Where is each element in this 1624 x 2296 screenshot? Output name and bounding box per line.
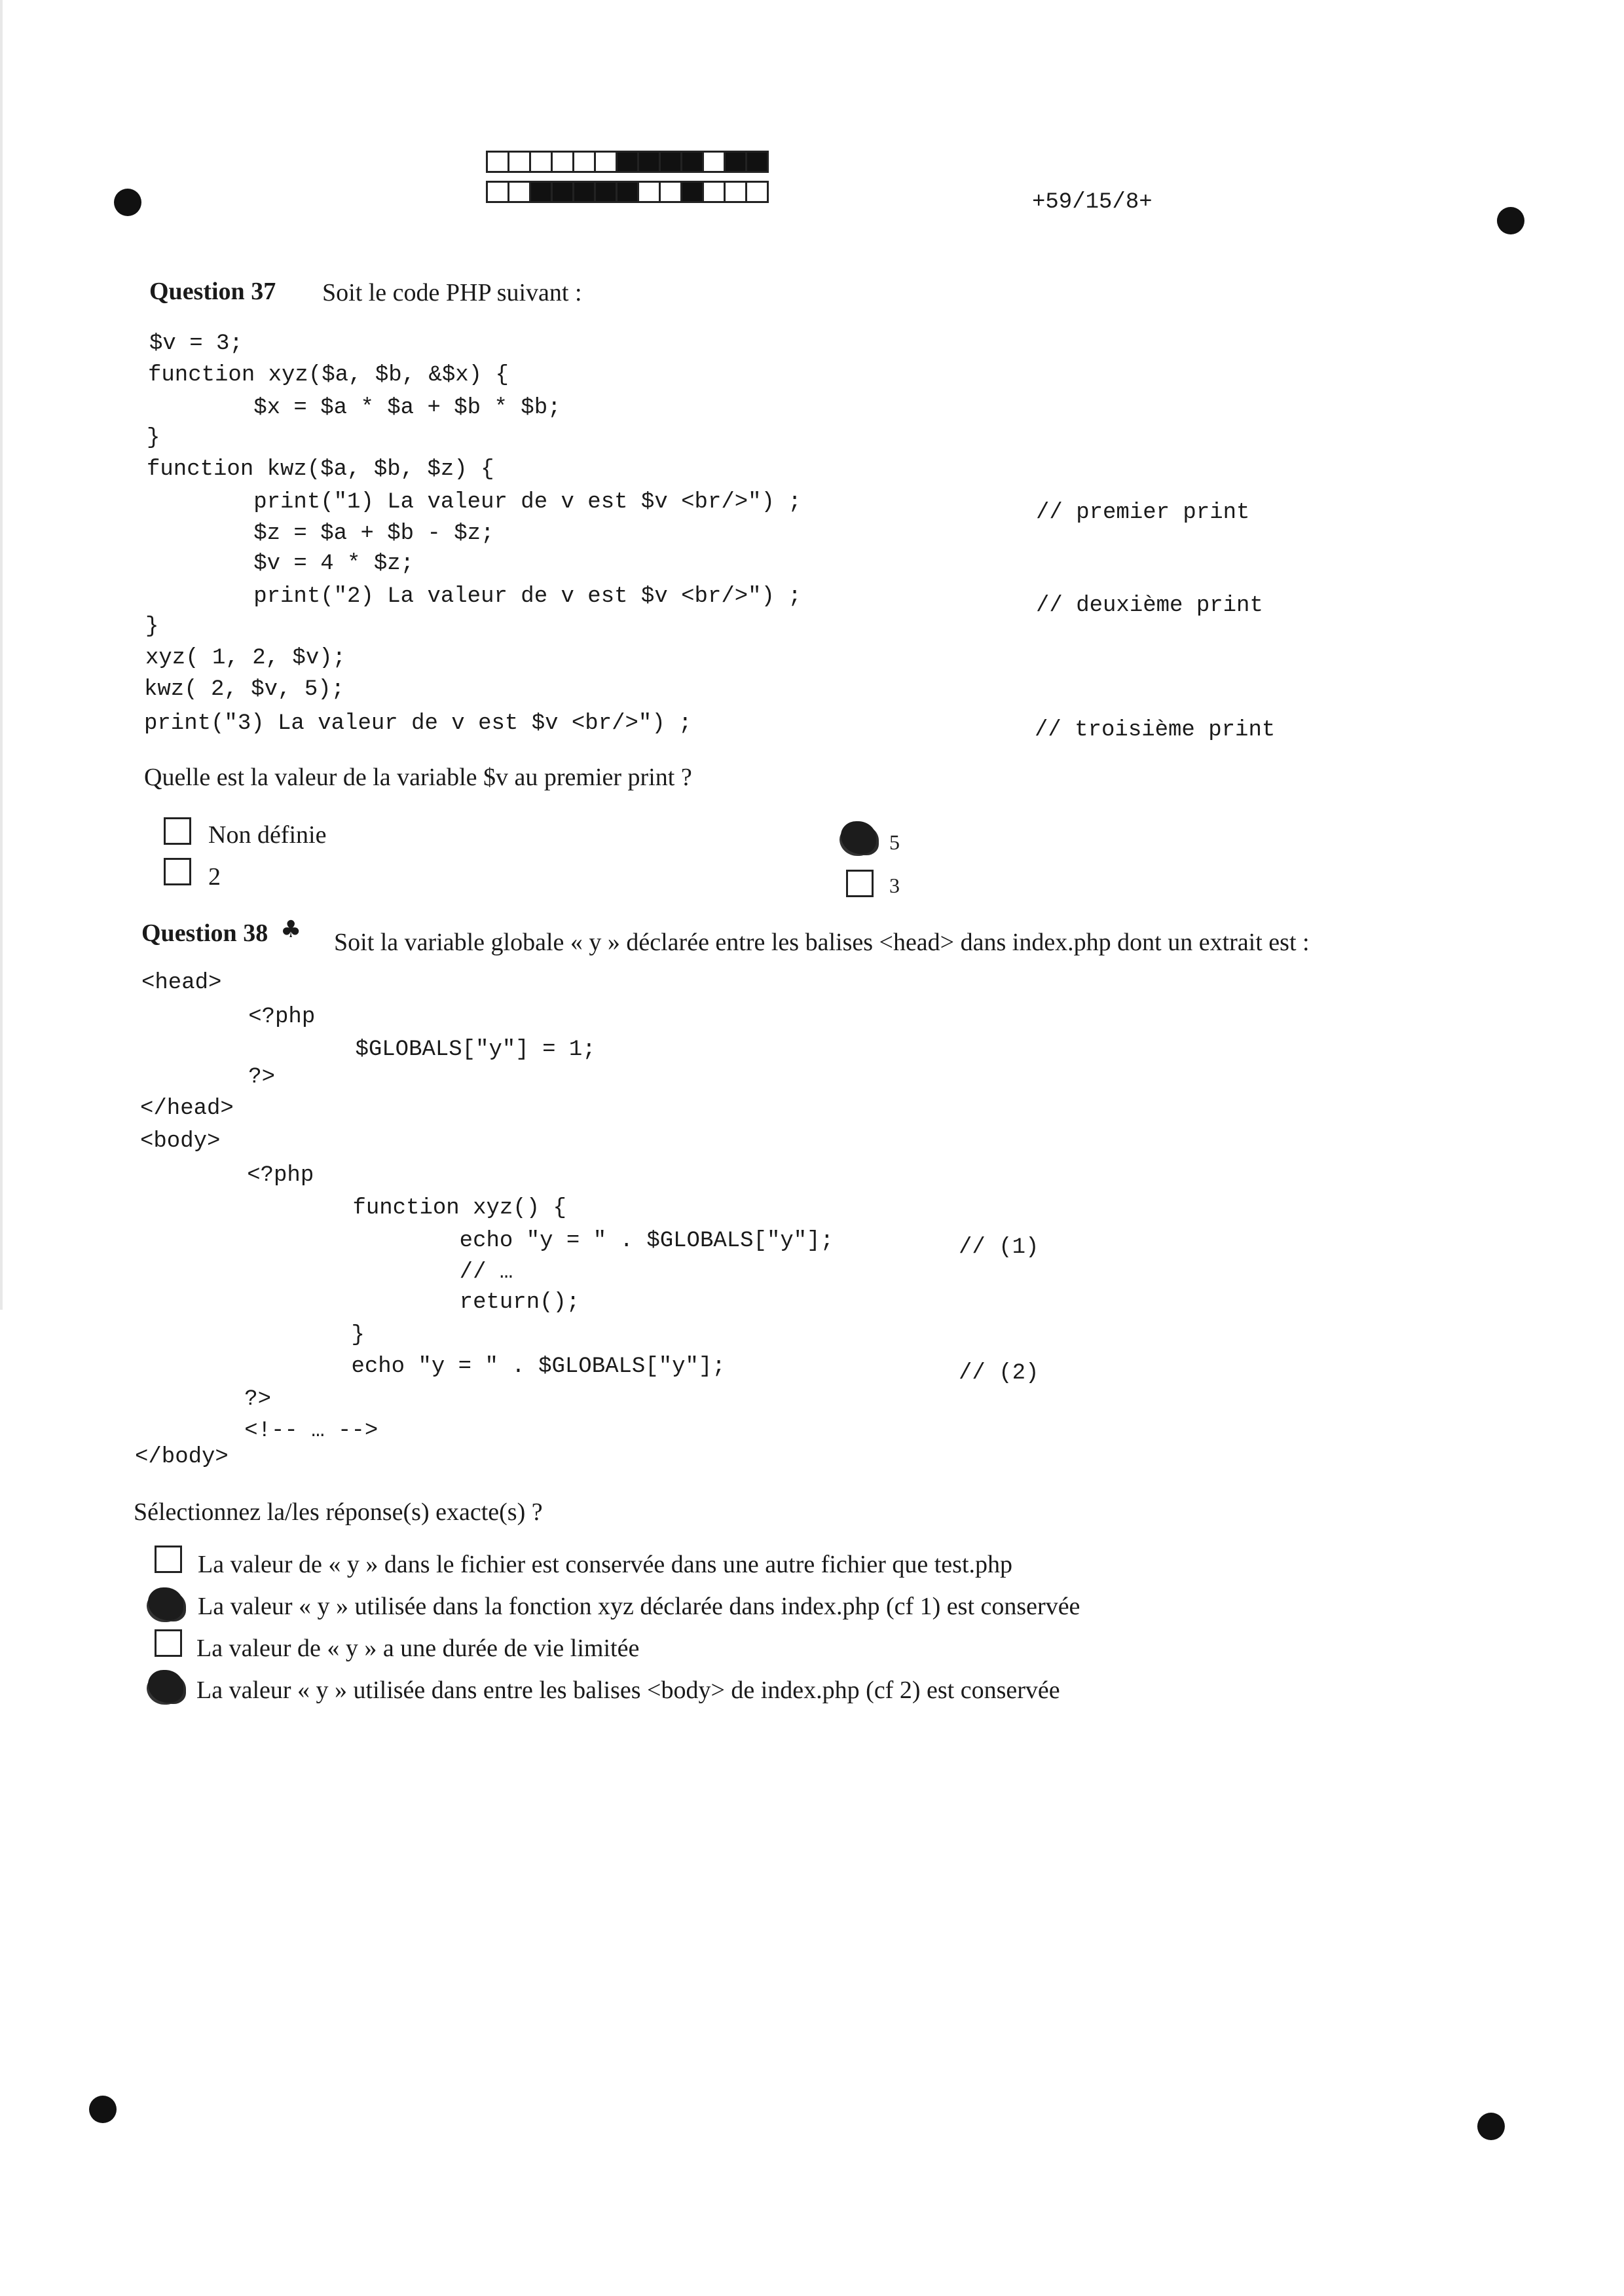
q38-code-line: <body> — [140, 1129, 221, 1154]
barcode-cell — [616, 151, 639, 173]
barcode-cell — [507, 151, 531, 173]
barcode-cell — [745, 151, 769, 173]
barcode-cell — [594, 181, 618, 203]
question-37-label: Question 37 — [149, 278, 276, 305]
barcode-cell — [659, 181, 682, 203]
barcode-cell — [616, 181, 639, 203]
registration-mark-bottom-left — [89, 2096, 117, 2123]
q38-code-line: <?php — [140, 1163, 314, 1188]
q38-comment-2: // (2) — [959, 1361, 1039, 1386]
barcode-cell — [572, 151, 596, 173]
page-code: +59/15/8+ — [1032, 190, 1153, 215]
q38-code-line: ?> — [138, 1387, 272, 1412]
q38-code-line: echo "y = " . $GLOBALS["y"]; — [139, 1229, 834, 1253]
q38-code-line: <head> — [141, 971, 222, 995]
q38-code-line: function xyz() { — [139, 1196, 566, 1221]
q38-option-checkbox-filled[interactable] — [148, 1587, 183, 1620]
q37-comment-premier: // premier print — [1036, 500, 1250, 525]
barcode-row-1 — [486, 151, 767, 173]
q37-option-checkbox[interactable] — [164, 817, 191, 845]
barcode-cell — [680, 181, 704, 203]
question-38-intro: Soit la variable globale « y » déclarée entre les balises <head> dans index.php dont un extrait est : — [334, 929, 1310, 956]
q37-code-line: function kwz($a, $b, $z) { — [147, 457, 494, 482]
q37-option-label: Non définie — [208, 821, 327, 849]
barcode-cell — [659, 151, 682, 173]
q37-comment-troisieme: // troisième print — [1035, 718, 1276, 743]
barcode-cell — [529, 181, 553, 203]
q38-comment-1: // (1) — [959, 1235, 1039, 1260]
q37-option-checkbox[interactable] — [846, 870, 874, 897]
q38-option-label: La valeur de « y » a une durée de vie limitée — [196, 1635, 640, 1662]
q38-code-line: </body> — [135, 1445, 229, 1470]
q37-code-line: xyz( 1, 2, $v); — [145, 646, 346, 671]
barcode-cell — [529, 151, 553, 173]
q37-code-line: print("2) La valeur de v est $v <br/>") ; — [147, 584, 802, 609]
barcode-cell — [745, 181, 769, 203]
barcode-cell — [551, 181, 574, 203]
question-37-prompt: Quelle est la valeur de la variable $v au premier print ? — [144, 764, 692, 791]
q38-option-checkbox-filled[interactable] — [148, 1670, 183, 1703]
q38-code-line: </head> — [140, 1096, 234, 1121]
q37-option-checkbox[interactable] — [164, 858, 191, 885]
registration-mark-bottom-right — [1477, 2113, 1505, 2140]
q38-code-line: <?php — [141, 1005, 316, 1029]
barcode-cell — [507, 181, 531, 203]
barcode-cell — [637, 151, 661, 173]
q37-code-line: function xyz($a, $b, &$x) { — [148, 363, 509, 388]
q37-option-label: 3 — [889, 874, 900, 897]
barcode-cell — [680, 151, 704, 173]
q38-code-line: $GLOBALS["y"] = 1; — [141, 1037, 596, 1062]
q37-code-line: print("1) La valeur de v est $v <br/>") ; — [147, 490, 802, 515]
barcode-cell — [702, 151, 726, 173]
q37-code-line: print("3) La valeur de v est $v <br/>") ; — [144, 711, 692, 736]
q37-option-label: 5 — [889, 830, 900, 854]
registration-mark-top-right — [1497, 207, 1524, 234]
barcode-cell — [724, 181, 747, 203]
q38-option-checkbox[interactable] — [155, 1546, 182, 1573]
q38-option-label: La valeur « y » utilisée dans la fonction xyz déclarée dans index.php (cf 1) est conservée — [198, 1593, 1080, 1620]
q38-code-line: return(); — [139, 1290, 580, 1315]
q37-comment-deuxieme: // deuxième print — [1036, 593, 1263, 618]
barcode-cell — [551, 151, 574, 173]
q38-code-line: <!-- … --> — [138, 1418, 378, 1443]
question-37-intro: Soit le code PHP suivant : — [322, 279, 582, 306]
q37-option-checkbox-filled[interactable] — [841, 821, 876, 854]
q38-option-label: La valeur de « y » dans le fichier est conservée dans une autre fichier que test.php — [198, 1551, 1012, 1578]
q37-code-line: $v = 4 * $z; — [147, 551, 415, 576]
barcode-cell — [637, 181, 661, 203]
q37-code-line: $z = $a + $b - $z; — [147, 521, 494, 546]
page-edge-shadow — [0, 0, 3, 1310]
barcode-cell — [486, 181, 509, 203]
barcode-cell — [594, 151, 618, 173]
barcode-cell — [572, 181, 596, 203]
q38-code-line: echo "y = " . $GLOBALS["y"]; — [138, 1354, 726, 1379]
q37-code-line: } — [147, 426, 160, 451]
club-icon: ♣ — [280, 916, 302, 943]
barcode-cell — [702, 181, 726, 203]
q37-option-label: 2 — [208, 863, 221, 891]
question-38-label: Question 38 — [141, 919, 268, 947]
q37-code-line: $v = 3; — [149, 331, 243, 356]
q38-option-label: La valeur « y » utilisée dans entre les balises <body> de index.php (cf 2) est conservée — [196, 1676, 1060, 1704]
q38-option-checkbox[interactable] — [155, 1629, 182, 1657]
question-38-prompt: Sélectionnez la/les réponse(s) exacte(s) ? — [134, 1498, 543, 1526]
q37-code-line: } — [145, 614, 159, 639]
registration-mark-top-left — [114, 189, 141, 216]
barcode-cell — [724, 151, 747, 173]
q38-code-line: } — [138, 1323, 365, 1348]
q37-code-line: kwz( 2, $v, 5); — [144, 677, 345, 702]
q37-code-line: $x = $a * $a + $b * $b; — [147, 396, 561, 420]
q38-code-line: // … — [139, 1260, 513, 1285]
barcode-row-2 — [486, 181, 767, 203]
barcode-cell — [486, 151, 509, 173]
q38-code-line: ?> — [141, 1065, 276, 1090]
